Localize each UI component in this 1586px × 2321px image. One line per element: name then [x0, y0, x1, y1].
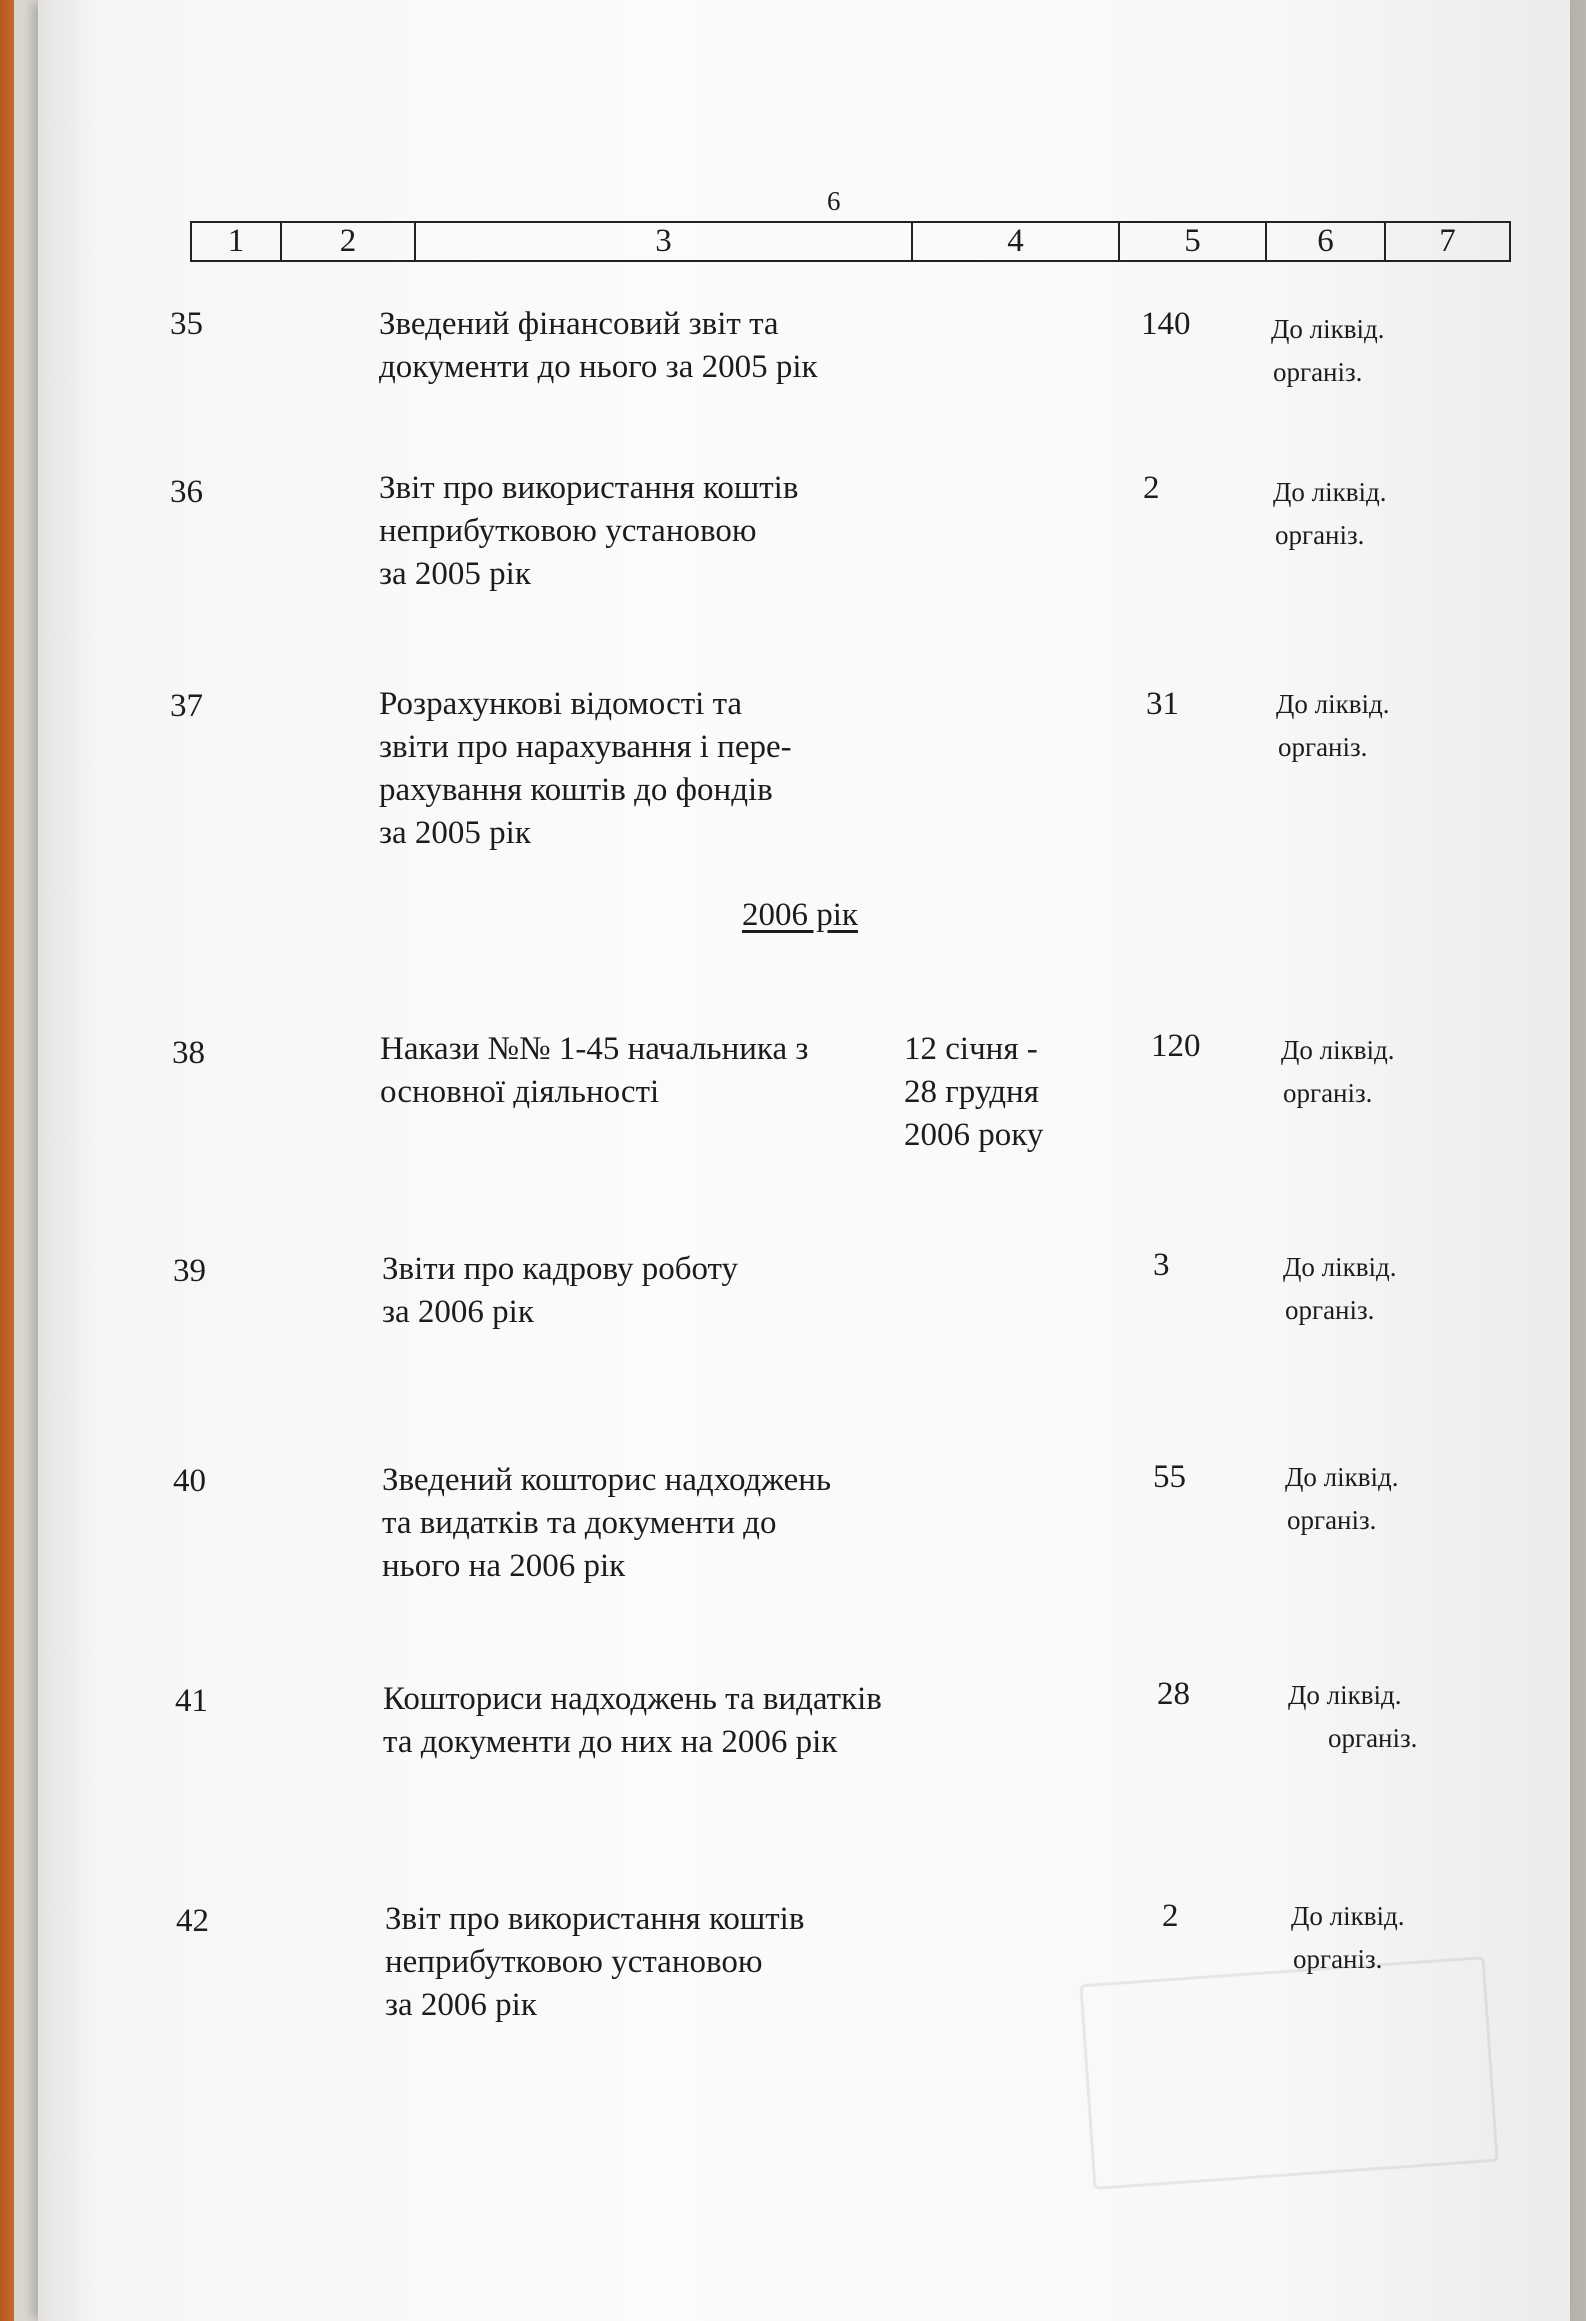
row-37-title: Розрахункові відомості та звіти про нарахування і пере- рахування коштів до фондів за 2005 рік — [379, 686, 792, 851]
row-40-count: 55 — [1153, 1459, 1186, 1495]
header-col-7: 7 — [1439, 223, 1456, 259]
row-39-title: Звіти про кадрову роботу за 2006 рік — [382, 1251, 739, 1330]
header-col-6: 6 — [1267, 223, 1386, 260]
row-40-title: Зведений кошторис надходжень та видатків та документи до нього на 2006 рік — [382, 1462, 832, 1584]
row-40-note: До ліквід. організ. — [1285, 1462, 1399, 1535]
row-41-title: Кошториси надходжень та видатків та документи до них на 2006 рік — [383, 1681, 882, 1760]
document-page — [38, 0, 1570, 2321]
row-42-count: 2 — [1162, 1898, 1179, 1934]
header-col-5: 5 — [1120, 223, 1267, 260]
header-col-2: 2 — [282, 223, 416, 260]
row-37-number: 37 — [170, 688, 203, 724]
stamp-bleed-through — [1079, 1956, 1498, 2190]
row-36-number: 36 — [170, 474, 203, 510]
row-39-count: 3 — [1153, 1247, 1170, 1283]
row-36-title: Звіт про використання коштів неприбутковою установою за 2005 рік — [379, 470, 799, 592]
row-41-note: До ліквід. організ. — [1288, 1680, 1418, 1753]
header-col-3: 3 — [416, 223, 913, 260]
row-36-count: 2 — [1143, 470, 1160, 506]
page-number: 6 — [827, 186, 841, 216]
row-37-note: До ліквід. організ. — [1276, 689, 1390, 762]
row-35-title: Зведений фінансовий звіт та документи до нього за 2005 рік — [379, 306, 818, 385]
row-41-number: 41 — [175, 1683, 208, 1719]
row-42-title: Звіт про використання коштів неприбутковою установою за 2006 рік — [385, 1901, 805, 2023]
row-38-count: 120 — [1151, 1028, 1201, 1064]
row-37-count: 31 — [1146, 686, 1179, 722]
row-39-note: До ліквід. організ. — [1283, 1252, 1397, 1325]
row-35-number: 35 — [170, 306, 203, 342]
row-35-note: До ліквід. організ. — [1271, 314, 1385, 387]
row-38-note: До ліквід. організ. — [1281, 1035, 1395, 1108]
row-42-note: До ліквід. організ. — [1291, 1901, 1405, 1974]
row-38-title: Накази №№ 1-45 начальника з основної діяльності — [380, 1031, 809, 1110]
row-39-number: 39 — [173, 1253, 206, 1289]
row-35-count: 140 — [1141, 306, 1191, 342]
header-col-4: 4 — [913, 223, 1120, 260]
row-41-count: 28 — [1157, 1676, 1190, 1712]
column-header-table — [190, 221, 1511, 262]
header-col-1: 1 — [192, 223, 282, 260]
row-38-number: 38 — [172, 1035, 205, 1071]
row-38-date: 12 січня - 28 грудня 2006 року — [904, 1031, 1044, 1153]
row-42-number: 42 — [176, 1903, 209, 1939]
row-36-note: До ліквід. організ. — [1273, 477, 1387, 550]
section-title-2006: 2006 рік — [742, 897, 858, 933]
row-40-number: 40 — [173, 1463, 206, 1499]
